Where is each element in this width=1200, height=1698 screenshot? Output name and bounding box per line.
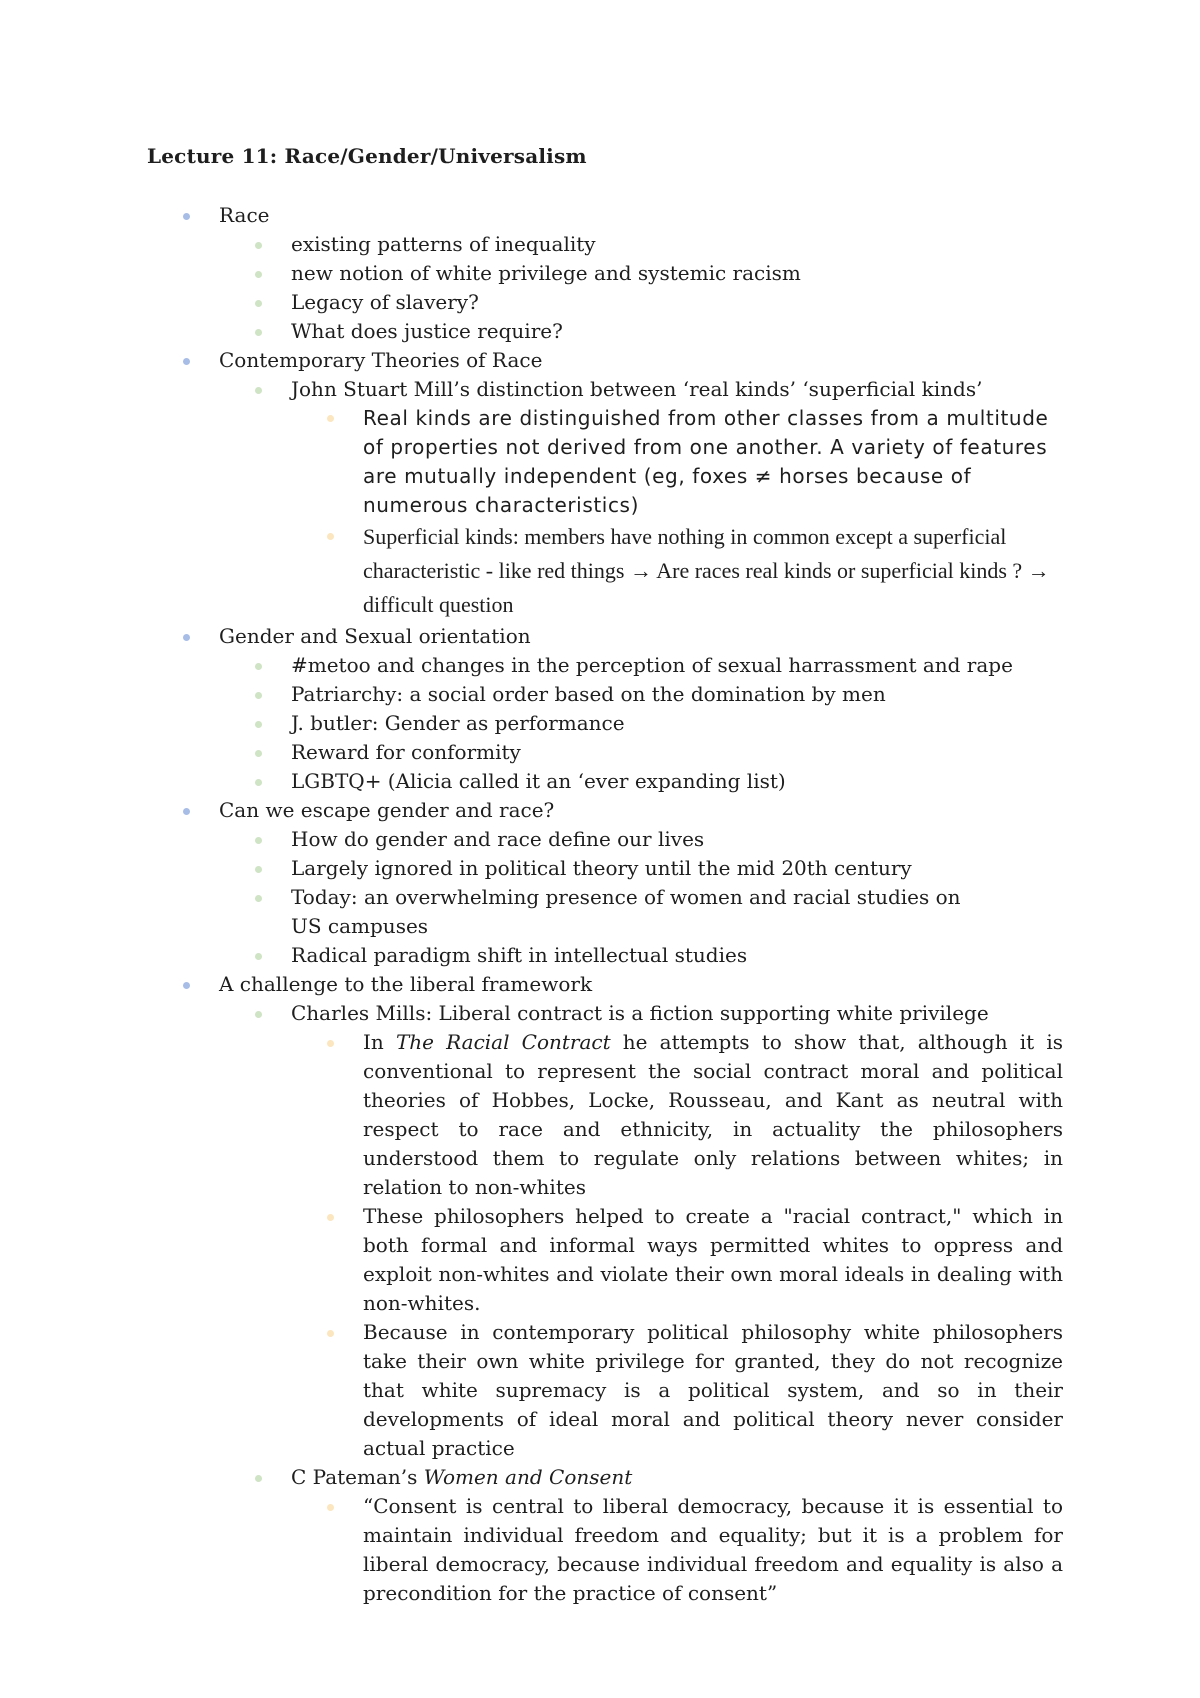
bullet-dot-icon — [255, 663, 262, 670]
bullet-dot-icon — [255, 329, 262, 336]
bullet-dot-icon — [255, 953, 262, 960]
item-text: Because in contemporary political philosophy white philosophers take their own white privilege for granted, they do not recognize that white supremacy is a political system, and so in their developments of ideal moral and political theory never consider actual practice — [363, 1320, 1063, 1460]
bullet-dot-icon — [183, 808, 190, 815]
section-race — [147, 201, 1067, 346]
subitem-list — [219, 375, 1067, 622]
bullet-dot-icon — [327, 1504, 334, 1511]
list-item — [219, 317, 1067, 346]
list-item — [219, 230, 1067, 259]
bullet-dot-icon — [255, 750, 262, 757]
section-label: Contemporary Theories of Race — [219, 348, 543, 372]
bullet-dot-icon — [327, 533, 334, 540]
item-text — [363, 1028, 1063, 1202]
bullet-dot-icon — [255, 1011, 262, 1018]
list-item — [219, 883, 1067, 941]
item-text: Legacy of slavery? — [291, 290, 479, 314]
bullet-dot-icon — [183, 213, 190, 220]
list-item — [219, 738, 1067, 767]
item-text: What does justice require? — [291, 319, 563, 343]
item-text: J. butler: Gender as performance — [291, 711, 625, 735]
list-item — [219, 375, 1067, 622]
list-item — [219, 259, 1067, 288]
bullet-dot-icon — [255, 721, 262, 728]
section-label: Can we escape gender and race? — [219, 798, 555, 822]
item-text: Radical paradigm shift in intellectual studies — [291, 943, 748, 967]
list-item — [219, 1463, 1067, 1608]
bullet-dot-icon — [183, 982, 190, 989]
list-item — [219, 288, 1067, 317]
list-item — [291, 404, 1067, 520]
text-run: In — [363, 1030, 396, 1054]
bullet-dot-icon — [183, 358, 190, 365]
subitem-list — [219, 230, 1067, 346]
list-item — [219, 767, 1067, 796]
bullet-dot-icon — [255, 866, 262, 873]
section-escape — [147, 796, 1067, 970]
bullet-dot-icon — [255, 271, 262, 278]
item-text: Real kinds are distinguished from other classes from a multitude of properties not derived from one another. A variety of features are mutually independent (eg, foxes ≠ horses because of numerous characteristics) — [363, 406, 1049, 517]
list-item — [219, 680, 1067, 709]
subitem-list — [219, 651, 1067, 796]
bullet-dot-icon — [255, 692, 262, 699]
text-run: he attempts to show that, although it is conventional to represent the social contract moral and political theories of Hobbes, Locke, Rousseau, and Kant as neutral with respect to race and ethnicity, in actuality the philosophers understood them to regulate only relations between whites; in relation to non-whites — [363, 1030, 1063, 1199]
book-title: Women and Consent — [423, 1465, 633, 1489]
item-text: John Stuart Mill’s distinction between ‘real kinds’ ‘superficial kinds’ — [291, 377, 983, 401]
item-text: existing patterns of inequality — [291, 232, 596, 256]
subsubitem-list — [291, 1028, 1067, 1463]
bullet-dot-icon — [255, 242, 262, 249]
list-item — [219, 941, 1067, 970]
section-contemporary-theories — [147, 346, 1067, 622]
item-text: How do gender and race define our lives — [291, 827, 705, 851]
text-run: C Pateman’s — [291, 1465, 424, 1489]
bullet-dot-icon — [327, 1040, 334, 1047]
bullet-dot-icon — [327, 415, 334, 422]
list-item — [291, 1318, 1067, 1463]
section-gender — [147, 622, 1067, 796]
item-text: Superficial kinds: members have nothing in common except a superficial characteristic - like red things → Are races real kinds or superficial kinds ? → difficult question — [363, 524, 1050, 617]
outline-list — [147, 201, 1067, 1608]
item-text: Largely ignored in political theory until the mid 20th century — [291, 856, 912, 880]
bullet-dot-icon — [255, 387, 262, 394]
item-text: new notion of white privilege and systemic racism — [291, 261, 801, 285]
bullet-dot-icon — [255, 895, 262, 902]
item-text: These philosophers helped to create a "racial contract," which in both formal and informal ways permitted whites to oppress and exploit non-whites and violate their own moral ideals in dealing with non-whites. — [363, 1204, 1063, 1315]
item-text: Charles Mills: Liberal contract is a fiction supporting white privilege — [291, 1001, 989, 1025]
list-item — [291, 1492, 1067, 1608]
list-item — [219, 651, 1067, 680]
item-text: Patriarchy: a social order based on the domination by men — [291, 682, 886, 706]
subsubitem-list — [291, 404, 1067, 622]
page-title: Lecture 11: Race/Gender/Universalism — [147, 144, 587, 168]
bullet-dot-icon — [255, 300, 262, 307]
list-item — [219, 999, 1067, 1463]
list-item — [291, 1202, 1067, 1318]
list-item — [219, 854, 1067, 883]
book-title: The Racial Contract — [395, 1030, 611, 1054]
bullet-dot-icon — [327, 1330, 334, 1337]
bullet-dot-icon — [255, 779, 262, 786]
item-text — [291, 1463, 1067, 1492]
list-item — [291, 520, 1067, 622]
item-text: LGBTQ+ (Alicia called it an ‘ever expanding list) — [291, 769, 786, 793]
subsubitem-list — [291, 1492, 1067, 1608]
item-text: #metoo and changes in the perception of sexual harrassment and rape — [291, 653, 1013, 677]
list-item — [219, 825, 1067, 854]
item-text: “Consent is central to liberal democracy, because it is essential to maintain individual freedom and equality; but it is a problem for liberal democracy, because individual freedom and equality is also a precondition for the practice of consent” — [363, 1494, 1063, 1605]
bullet-dot-icon — [183, 634, 190, 641]
section-label: Gender and Sexual orientation — [219, 624, 531, 648]
section-liberal-challenge — [147, 970, 1067, 1608]
bullet-dot-icon — [327, 1214, 334, 1221]
subitem-list — [219, 999, 1067, 1608]
item-text: Reward for conformity — [291, 740, 521, 764]
item-text: Today: an overwhelming presence of women and racial studies on US campuses — [291, 885, 961, 938]
subitem-list — [219, 825, 1067, 970]
bullet-dot-icon — [255, 837, 262, 844]
bullet-dot-icon — [255, 1475, 262, 1482]
section-label: Race — [219, 203, 270, 227]
section-label: A challenge to the liberal framework — [219, 972, 593, 996]
list-item — [219, 709, 1067, 738]
list-item — [291, 1028, 1067, 1202]
